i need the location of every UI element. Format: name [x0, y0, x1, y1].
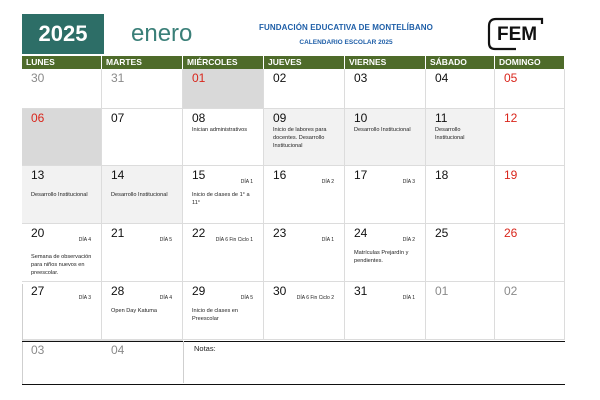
day-number: 29 [192, 284, 206, 298]
school-day-label: DÍA 2 [321, 179, 334, 185]
day-cell[interactable] [183, 109, 264, 166]
school-day-label: DÍA 4 [78, 237, 91, 243]
calendar-header [0, 0, 600, 56]
day-number: 14 [111, 168, 125, 182]
day-number: 22 [192, 226, 206, 240]
year-label: 2025 [22, 14, 104, 54]
day-number: 06 [31, 111, 45, 125]
day-number: 12 [504, 111, 518, 125]
day-number: 18 [435, 168, 449, 182]
day-number: 03 [31, 343, 45, 357]
weekday-header: LUNES [22, 56, 102, 69]
day-number: 31 [354, 284, 368, 298]
day-number: 13 [31, 168, 45, 182]
day-number: 30 [273, 284, 287, 298]
day-cell[interactable] [22, 224, 102, 282]
day-number: 02 [273, 71, 287, 85]
school-day-label: DÍA 1 [240, 179, 253, 185]
weekday-header: MIÉRCOLES [183, 56, 264, 69]
day-number: 08 [192, 111, 206, 125]
day-number: 01 [192, 71, 206, 85]
event-text: Semana de observación para niños nuevos en preescolar. [31, 254, 92, 276]
day-number: 03 [354, 71, 368, 85]
day-number: 10 [354, 111, 368, 125]
day-cell[interactable] [102, 284, 183, 357]
day-number: 04 [435, 71, 449, 85]
event-text: Desarrollo Institucional [111, 192, 168, 198]
day-number: 31 [111, 71, 125, 85]
day-cell[interactable] [22, 166, 102, 224]
event-text: Desarrollo Institucional [31, 192, 88, 198]
event-text: Matrículas Prejardín y pendientes. [354, 250, 409, 264]
day-number: 24 [354, 226, 368, 240]
notes-label: Notas: [194, 344, 216, 353]
day-number: 01 [435, 284, 449, 298]
day-cell[interactable] [426, 224, 495, 282]
day-cell[interactable] [102, 166, 183, 224]
day-cell[interactable] [183, 224, 264, 282]
month-title: enero [131, 20, 193, 47]
event-text: Desarrollo Institucional [435, 127, 465, 141]
day-number: 02 [504, 284, 518, 298]
event-text: Inicio de labores para docentes. Desarrollo Institucional [273, 127, 327, 149]
weekday-header: MARTES [102, 56, 183, 69]
school-day-label: DÍA 1 [402, 295, 415, 301]
day-number: 23 [273, 226, 287, 240]
day-number: 05 [504, 71, 518, 85]
day-cell[interactable] [426, 282, 495, 340]
fem-logo [486, 16, 548, 52]
school-day-label: DÍA 5 [240, 295, 253, 301]
day-cell[interactable] [102, 224, 183, 282]
day-cell[interactable] [345, 109, 426, 166]
day-number: 07 [111, 111, 125, 125]
school-day-label: DÍA 6 Fin Ciclo 2 [296, 295, 334, 301]
school-day-label: DÍA 2 [402, 237, 415, 243]
day-number: 11 [435, 111, 448, 125]
school-day-label: DÍA 6 Fin Ciclo 1 [215, 237, 253, 243]
day-number: 16 [273, 168, 287, 182]
event-text: Inician administrativos [192, 127, 248, 133]
weekday-header: JUEVES [264, 56, 345, 69]
event-text: Open Day Katuma [111, 308, 158, 314]
day-cell[interactable] [183, 69, 264, 109]
day-cell[interactable] [22, 284, 102, 357]
weekday-header: DOMINGO [495, 56, 565, 69]
school-day-label: DÍA 1 [321, 237, 334, 243]
day-cell[interactable] [22, 109, 102, 166]
calendar-subtitle: CALENDARIO ESCOLAR 2025 [299, 39, 393, 46]
day-cell[interactable] [345, 224, 426, 282]
day-cell[interactable] [102, 109, 183, 166]
event-text: Inicio de clases en Preescolar [192, 308, 239, 322]
weekday-header: VIERNES [345, 56, 426, 69]
notes-row [22, 341, 565, 385]
day-number: 17 [354, 168, 368, 182]
day-cell[interactable] [264, 224, 345, 282]
school-day-label: DÍA 3 [78, 295, 91, 301]
day-cell[interactable] [495, 166, 565, 224]
logo-text: FEM [497, 24, 538, 45]
weekday-header: SÁBADO [426, 56, 495, 69]
day-cell[interactable] [102, 69, 183, 109]
day-cell[interactable] [495, 109, 565, 166]
day-cell[interactable] [345, 282, 426, 340]
day-number: 04 [111, 343, 125, 357]
day-cell[interactable] [345, 166, 426, 224]
day-number: 27 [31, 284, 45, 298]
grid-line [183, 341, 184, 383]
day-cell[interactable] [264, 69, 345, 109]
day-cell[interactable] [264, 166, 345, 224]
day-cell[interactable] [345, 69, 426, 109]
event-text: Desarrollo Institucional [354, 127, 411, 133]
day-number: 25 [435, 226, 449, 240]
day-cell[interactable] [495, 224, 565, 282]
day-cell[interactable] [264, 282, 345, 340]
day-number: 28 [111, 284, 125, 298]
school-day-label: DÍA 3 [402, 179, 415, 185]
day-cell[interactable] [495, 69, 565, 109]
day-number: 19 [504, 168, 518, 182]
day-number: 09 [273, 111, 287, 125]
day-number: 26 [504, 226, 518, 240]
day-number: 30 [31, 71, 45, 85]
day-cell[interactable] [264, 109, 345, 166]
day-cell[interactable] [183, 282, 264, 340]
school-day-label: DÍA 4 [159, 295, 172, 301]
day-cell[interactable] [426, 109, 495, 166]
day-cell[interactable] [183, 166, 264, 224]
day-cell[interactable] [495, 282, 565, 340]
day-number: 20 [31, 226, 45, 240]
day-cell[interactable] [22, 69, 102, 109]
day-cell[interactable] [426, 69, 495, 109]
school-day-label: DÍA 5 [159, 237, 172, 243]
day-cell[interactable] [426, 166, 495, 224]
day-number: 15 [192, 168, 206, 182]
organization-name: FUNDACIÓN EDUCATIVA DE MONTELÍBANO [259, 23, 433, 32]
event-text: Inicio de clases de 1° a 11° [192, 192, 250, 206]
day-number: 21 [111, 226, 125, 240]
